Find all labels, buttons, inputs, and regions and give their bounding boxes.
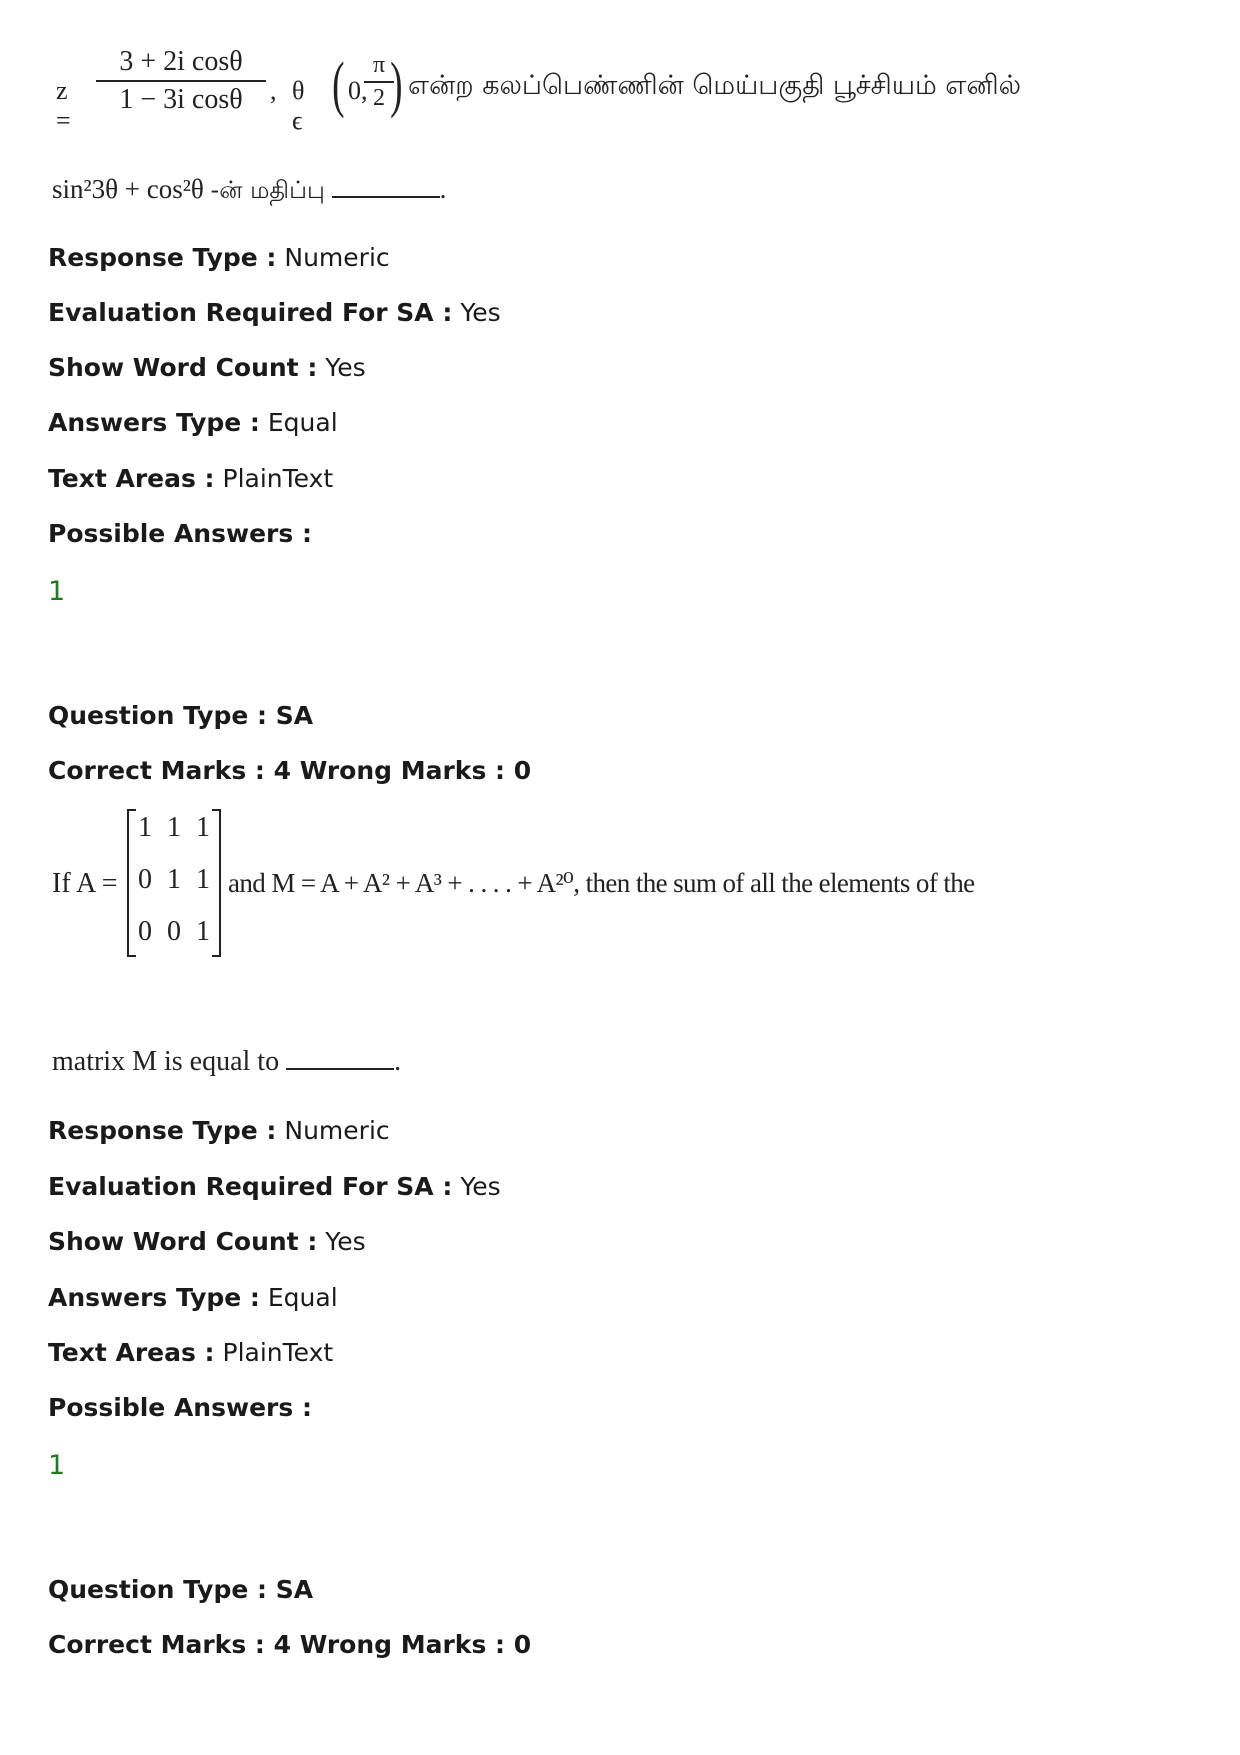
matrix-cell: 1 — [196, 916, 210, 947]
q2-show-word-count — [48, 1227, 366, 1257]
meta-label: Text Areas : — [48, 1338, 215, 1367]
meta-value: PlainText — [222, 1338, 334, 1367]
marks-label: Correct Marks : 4 Wrong Marks : 0 — [48, 1630, 532, 1659]
meta-label: Show Word Count : — [48, 353, 318, 382]
q2-period: . — [394, 1046, 402, 1077]
meta-value: Equal — [267, 1283, 338, 1312]
matrix-cell: 1 — [167, 864, 181, 895]
matrix-cell: 0 — [138, 864, 152, 895]
q2-formula — [52, 806, 1052, 966]
q2-evaluation-required — [48, 1172, 501, 1202]
meta-label: Evaluation Required For SA : — [48, 1172, 453, 1201]
q1-close-paren: ) — [390, 51, 403, 119]
q2-suffix: and M = A + A² + A³ + . . . . + A²⁰, then the sum of all the elements of the — [228, 868, 975, 898]
question-type-label: Question Type : SA — [48, 701, 314, 730]
q1-text-areas — [48, 464, 333, 494]
matrix-cell: 1 — [138, 812, 152, 843]
q1-period: . — [439, 174, 447, 204]
meta-label: Possible Answers : — [48, 1393, 312, 1422]
q1-pi: π — [364, 52, 394, 83]
q1-show-word-count — [48, 353, 366, 383]
q1-fraction-numerator: 3 + 2i cosθ — [96, 46, 266, 82]
marks-label: Correct Marks : 4 Wrong Marks : 0 — [48, 756, 532, 785]
meta-value: Numeric — [284, 1116, 390, 1145]
q1-comma: , — [270, 76, 277, 105]
q2-answer-value: 1 — [48, 1450, 66, 1481]
meta-value: Yes — [325, 1227, 366, 1256]
q1-response-type — [48, 243, 390, 273]
meta-label: Response Type : — [48, 243, 277, 272]
q2-question-type — [48, 701, 313, 731]
q2-text-areas — [48, 1338, 333, 1368]
q1-z-eq: z = — [56, 76, 71, 135]
meta-label: Answers Type : — [48, 1283, 260, 1312]
q1-tamil-text: என்ற கலப்பெண்ணின் மெய்பகுதி பூச்சியம் எனில் — [408, 70, 1022, 101]
meta-value: Yes — [325, 353, 366, 382]
q2-line2-text: matrix M is equal to — [52, 1046, 280, 1077]
q2-matrix — [124, 806, 224, 960]
matrix-cell: 0 — [167, 916, 181, 947]
q2-answers-type — [48, 1283, 338, 1313]
meta-label: Text Areas : — [48, 464, 215, 493]
q1-zero: 0, — [348, 76, 368, 105]
q2-response-type — [48, 1116, 390, 1146]
meta-label: Evaluation Required For SA : — [48, 298, 453, 327]
q2-marks — [48, 756, 531, 786]
meta-label: Possible Answers : — [48, 519, 312, 548]
meta-value: Yes — [460, 298, 501, 327]
q1-fraction — [96, 46, 266, 116]
meta-value: PlainText — [222, 464, 334, 493]
q1-answer-value: 1 — [48, 576, 66, 607]
q1-answer-blank — [332, 174, 440, 198]
meta-label: Show Word Count : — [48, 1227, 318, 1256]
q1-fraction-denominator: 1 − 3i cosθ — [119, 84, 243, 115]
meta-label: Response Type : — [48, 1116, 277, 1145]
matrix-cell: 0 — [138, 916, 152, 947]
q1-formula-line2 — [52, 174, 446, 207]
q1-evaluation-required — [48, 298, 501, 328]
matrix-cell: 1 — [167, 812, 181, 843]
meta-value: Yes — [460, 1172, 501, 1201]
q1-expression: sin²3θ + cos²θ — [52, 174, 204, 204]
q1-open-paren: ( — [332, 51, 345, 119]
q2-formula-line2 — [52, 1046, 401, 1078]
q3-marks — [48, 1630, 531, 1660]
meta-label: Answers Type : — [48, 408, 260, 437]
matrix-cell: 1 — [196, 864, 210, 895]
q2-possible-answers — [48, 1393, 312, 1423]
q3-question-type — [48, 1575, 313, 1605]
q2-prefix: If A = — [52, 868, 118, 899]
q1-interval-prefix: θ ϵ — [292, 76, 305, 135]
matrix-cell: 1 — [196, 812, 210, 843]
q1-tamil-suffix: -ன் மதிப்பு — [210, 176, 325, 204]
q2-answer-blank — [286, 1046, 394, 1070]
q1-answers-type — [48, 408, 338, 438]
meta-value: Numeric — [284, 243, 390, 272]
q1-possible-answers — [48, 519, 312, 549]
meta-value: Equal — [267, 408, 338, 437]
question-type-label: Question Type : SA — [48, 1575, 314, 1604]
q1-two: 2 — [373, 85, 385, 111]
